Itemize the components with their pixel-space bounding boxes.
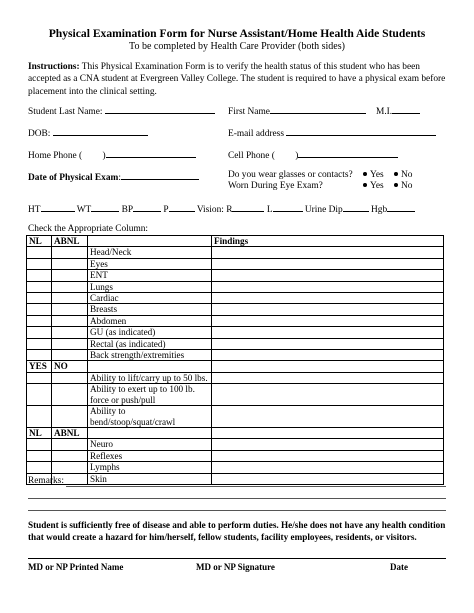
instructions-label: Instructions:: [28, 62, 80, 72]
findings-cell[interactable]: [212, 281, 444, 292]
check-cell-right[interactable]: [52, 247, 88, 258]
home-phone-close: ): [102, 151, 106, 161]
findings-cell[interactable]: [212, 247, 444, 258]
bp-label: BP: [121, 205, 134, 215]
eye-exam-no-label: No: [401, 181, 413, 191]
check-cell-left[interactable]: [27, 350, 52, 361]
check-cell-left[interactable]: [27, 281, 52, 292]
radio-bullet-icon: [363, 172, 367, 176]
findings-cell[interactable]: [212, 406, 444, 428]
check-cell-left[interactable]: [27, 304, 52, 315]
home-phone-label: Home Phone (: [28, 151, 83, 161]
findings-cell[interactable]: [212, 450, 444, 461]
findings-cell[interactable]: [212, 293, 444, 304]
exam-item-label: Lymphs: [88, 462, 212, 473]
check-cell-right[interactable]: [52, 293, 88, 304]
exam-item-label: Ability to exert up to 100 lb. force or push/pull: [88, 384, 212, 406]
exam-item-label: Ability to lift/carry up to 50 lbs.: [88, 372, 212, 383]
findings-cell[interactable]: [212, 258, 444, 269]
first-name-line[interactable]: [270, 105, 366, 114]
check-cell-right[interactable]: [52, 462, 88, 473]
ht-label: HT: [28, 205, 41, 215]
signature-label: MD or NP Signature: [196, 562, 275, 572]
column-header-2: ABNL: [52, 427, 88, 438]
check-cell-right[interactable]: [52, 350, 88, 361]
exam-item-label: Cardiac: [88, 293, 212, 304]
hgb-label: Hgb: [371, 205, 388, 215]
student-last-name-field[interactable]: [28, 105, 215, 117]
check-cell-right[interactable]: [52, 406, 88, 428]
remarks-label: Remarks:: [28, 476, 64, 486]
vision-r-label: Vision: R: [196, 205, 233, 215]
clearance-statement: Student is sufficiently free of disease and able to perform duties. He/she does not have any health condition that would create a hazard for him/herself, fellow students, facility employees, residents, or visitors.: [28, 520, 446, 543]
table-row: [27, 315, 444, 326]
findings-cell[interactable]: [212, 462, 444, 473]
cell-phone-label: Cell Phone (: [228, 151, 275, 161]
findings-cell[interactable]: [212, 372, 444, 383]
check-cell-right[interactable]: [52, 304, 88, 315]
home-phone-field[interactable]: [28, 149, 196, 161]
vision-l-label: L: [266, 205, 273, 215]
exam-item-label: Breasts: [88, 304, 212, 315]
exam-item-label: Head/Neck: [88, 247, 212, 258]
table-row: [27, 350, 444, 361]
findings-cell[interactable]: [212, 338, 444, 349]
check-cell-right[interactable]: [52, 315, 88, 326]
exam-item-label: Reflexes: [88, 450, 212, 461]
glasses-question: Do you wear glasses or contacts?: [228, 170, 353, 180]
exam-findings-table: [26, 235, 444, 485]
table-row: [27, 247, 444, 258]
exam-item-label: Eyes: [88, 258, 212, 269]
p-line[interactable]: [169, 203, 195, 212]
email-line[interactable]: [286, 127, 436, 136]
vision-l-line[interactable]: [273, 203, 303, 212]
check-cell-left[interactable]: [27, 372, 52, 383]
remarks-line-2[interactable]: [28, 498, 446, 499]
findings-header: Findings: [212, 236, 444, 247]
exam-item-label: Abdomen: [88, 315, 212, 326]
radio-bullet-icon: [394, 183, 398, 187]
table-row: [27, 406, 444, 428]
dob-line[interactable]: [53, 127, 148, 136]
exam-date-field[interactable]: [28, 171, 199, 183]
check-cell-left[interactable]: [27, 406, 52, 428]
exam-item-label: Skin: [88, 473, 212, 484]
findings-cell[interactable]: [212, 327, 444, 338]
eye-exam-yes-label: Yes: [370, 181, 384, 191]
remarks-line-3[interactable]: [28, 510, 446, 511]
exam-item-label: ENT: [88, 270, 212, 281]
findings-cell[interactable]: [212, 439, 444, 450]
exam-date-label: Date of Physical Exam: [28, 173, 119, 183]
glasses-yes-option[interactable]: [363, 170, 384, 180]
exam-item-label: GU (as indicated): [88, 327, 212, 338]
check-cell-right[interactable]: [52, 281, 88, 292]
table-header-row: [27, 361, 444, 372]
dob-field[interactable]: [28, 127, 148, 139]
exam-item-label: Ability to bend/stoop/squat/crawl: [88, 406, 212, 428]
glasses-yes-label: Yes: [370, 170, 384, 180]
urine-dip-label: Urine Dip: [304, 205, 343, 215]
findings-header: [212, 427, 444, 438]
check-cell-right[interactable]: [52, 327, 88, 338]
column-header-2: NO: [52, 361, 88, 372]
findings-cell[interactable]: [212, 473, 444, 484]
check-column-label: Check the Appropriate Column:: [28, 224, 149, 234]
student-last-name-label: Student Last Name:: [28, 107, 103, 117]
check-cell-left[interactable]: [27, 258, 52, 269]
first-name-label: First Name: [228, 107, 270, 117]
table-row: [27, 258, 444, 269]
check-cell-left[interactable]: [27, 315, 52, 326]
check-cell-left[interactable]: [27, 462, 52, 473]
remarks-line-1[interactable]: [66, 486, 446, 487]
check-cell-right[interactable]: [52, 384, 88, 406]
cell-phone-close: ): [295, 151, 299, 161]
column-header-1: NL: [27, 236, 52, 247]
findings-cell[interactable]: [212, 270, 444, 281]
check-cell-left[interactable]: [27, 247, 52, 258]
table-row: [27, 293, 444, 304]
mi-line[interactable]: [392, 105, 420, 114]
instructions-paragraph: [28, 61, 454, 98]
table-row: [27, 338, 444, 349]
home-phone-line[interactable]: [106, 149, 196, 158]
column-header-2: ABNL: [52, 236, 88, 247]
vitals-row: [28, 203, 415, 215]
check-cell-left[interactable]: [27, 384, 52, 406]
findings-header: [212, 361, 444, 372]
instructions-text: This Physical Examination Form is to verify the health status of this student who has been accepted as a CNA student at Evergreen Valley College. The student is required to have a physical exam before placement into the clinical setting.: [28, 62, 446, 97]
table-row: [27, 439, 444, 450]
check-cell-right[interactable]: [52, 372, 88, 383]
wt-label: WT: [76, 205, 92, 215]
email-label: E-mail address: [228, 129, 284, 139]
exam-date-colon: :: [118, 173, 121, 183]
column-header-1: YES: [27, 361, 52, 372]
dob-label: DOB:: [28, 129, 51, 139]
column-header-3: [88, 361, 212, 372]
table-header-row: [27, 427, 444, 438]
findings-cell[interactable]: [212, 315, 444, 326]
cell-phone-field[interactable]: [228, 149, 398, 161]
eye-exam-question: Worn During Eye Exam?: [228, 181, 323, 191]
column-header-3: [88, 427, 212, 438]
check-cell-left[interactable]: [27, 327, 52, 338]
radio-bullet-icon: [363, 183, 367, 187]
table-row: [27, 270, 444, 281]
check-cell-left[interactable]: [27, 338, 52, 349]
check-cell-right[interactable]: [52, 270, 88, 281]
email-field[interactable]: [228, 127, 436, 139]
table-row: [27, 304, 444, 315]
table-row: [27, 327, 444, 338]
hgb-line[interactable]: [387, 203, 415, 212]
table-row: [27, 473, 444, 484]
ht-line[interactable]: [41, 203, 75, 212]
glasses-no-label: No: [401, 170, 413, 180]
table-row: [27, 450, 444, 461]
findings-cell[interactable]: [212, 304, 444, 315]
findings-cell[interactable]: [212, 350, 444, 361]
table-row: [27, 384, 444, 406]
check-cell-right[interactable]: [52, 450, 88, 461]
urine-dip-line[interactable]: [343, 203, 369, 212]
column-header-1: NL: [27, 427, 52, 438]
column-header-3: [88, 236, 212, 247]
form-subtitle: To be completed by Health Care Provider (both sides): [129, 41, 345, 52]
cell-phone-line[interactable]: [298, 149, 398, 158]
mi-label: M.I.: [376, 107, 393, 117]
date-label: Date: [390, 562, 408, 572]
exam-item-label: Lungs: [88, 281, 212, 292]
table-row: [27, 462, 444, 473]
check-cell-right[interactable]: [52, 258, 88, 269]
check-cell-left[interactable]: [27, 450, 52, 461]
eye-exam-no-option[interactable]: [394, 181, 412, 191]
check-cell-right[interactable]: [52, 338, 88, 349]
signature-line[interactable]: [28, 558, 446, 559]
check-cell-left[interactable]: [27, 270, 52, 281]
eye-exam-yes-option[interactable]: [363, 181, 384, 191]
exam-item-label: Rectal (as indicated): [88, 338, 212, 349]
check-cell-left[interactable]: [27, 293, 52, 304]
first-name-field[interactable]: [228, 105, 366, 117]
findings-cell[interactable]: [212, 384, 444, 406]
wt-line[interactable]: [91, 203, 119, 212]
p-label: P: [163, 205, 169, 215]
check-cell-left[interactable]: [27, 439, 52, 450]
mi-field[interactable]: [376, 105, 420, 117]
glasses-no-option[interactable]: [394, 170, 412, 180]
bp-line[interactable]: [133, 203, 161, 212]
student-last-name-line[interactable]: [105, 105, 215, 114]
table-header-row: [27, 236, 444, 247]
exam-item-label: Neuro: [88, 439, 212, 450]
exam-date-line[interactable]: [121, 171, 199, 180]
printed-name-label: MD or NP Printed Name: [28, 562, 124, 572]
check-cell-right[interactable]: [52, 439, 88, 450]
radio-bullet-icon: [394, 172, 398, 176]
vision-r-line[interactable]: [232, 203, 264, 212]
table-row: [27, 372, 444, 383]
exam-item-label: Back strength/extremities: [88, 350, 212, 361]
form-title: Physical Examination Form for Nurse Assistant/Home Health Aide Students: [48, 27, 426, 40]
table-row: [27, 281, 444, 292]
